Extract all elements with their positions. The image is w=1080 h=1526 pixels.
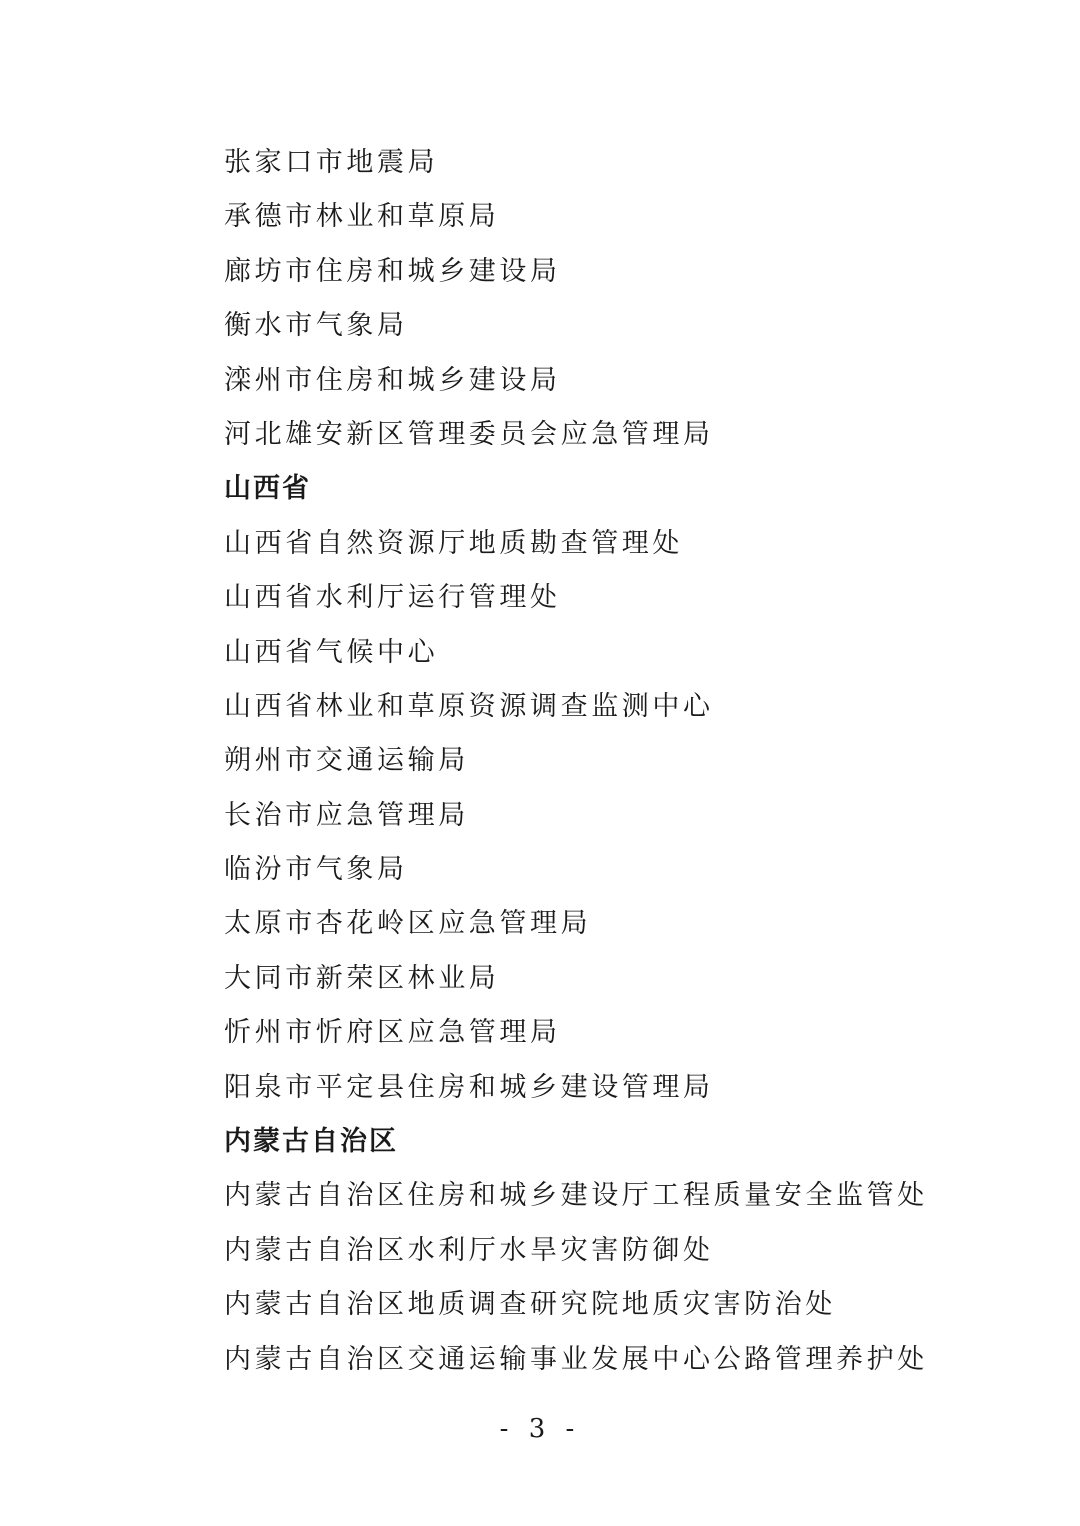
list-item: 山西省自然资源厅地质勘查管理处 — [224, 527, 683, 559]
list-item: 山西省气候中心 — [224, 636, 439, 668]
list-item: 太原市杏花岭区应急管理局 — [224, 908, 592, 940]
list-item: 临汾市气象局 — [224, 854, 408, 886]
list-item: 滦州市住房和城乡建设局 — [224, 364, 561, 396]
section-heading: 山西省 — [224, 473, 311, 505]
list-item: 张家口市地震局 — [224, 147, 439, 178]
list-item: 大同市新荣区林业局 — [224, 962, 500, 994]
list-item: 忻州市忻府区应急管理局 — [224, 1017, 561, 1049]
list-item: 衡水市气象局 — [224, 310, 408, 342]
page-number: - 3 - — [499, 1414, 581, 1444]
list-item: 内蒙古自治区地质调查研究院地质灾害防治处 — [224, 1289, 836, 1321]
list-item: 朔州市交通运输局 — [224, 745, 469, 777]
section-heading: 内蒙古自治区 — [224, 1126, 398, 1158]
list-item: 阳泉市平定县住房和城乡建设管理局 — [224, 1071, 714, 1103]
list-item: 内蒙古自治区住房和城乡建设厅工程质量安全监管处 — [224, 1180, 928, 1212]
list-item: 内蒙古自治区交通运输事业发展中心公路管理养护处 — [224, 1343, 928, 1375]
list-item: 长治市应急管理局 — [224, 799, 469, 831]
list-item: 承德市林业和草原局 — [224, 201, 500, 233]
list-item: 内蒙古自治区水利厅水旱灾害防御处 — [224, 1234, 714, 1266]
organization-list — [224, 136, 1024, 1387]
list-item: 廊坊市住房和城乡建设局 — [224, 255, 561, 287]
list-item: 山西省林业和草原资源调查监测中心 — [224, 690, 714, 722]
list-item: 山西省水利厅运行管理处 — [224, 582, 561, 614]
list-item: 河北雄安新区管理委员会应急管理局 — [224, 418, 714, 450]
